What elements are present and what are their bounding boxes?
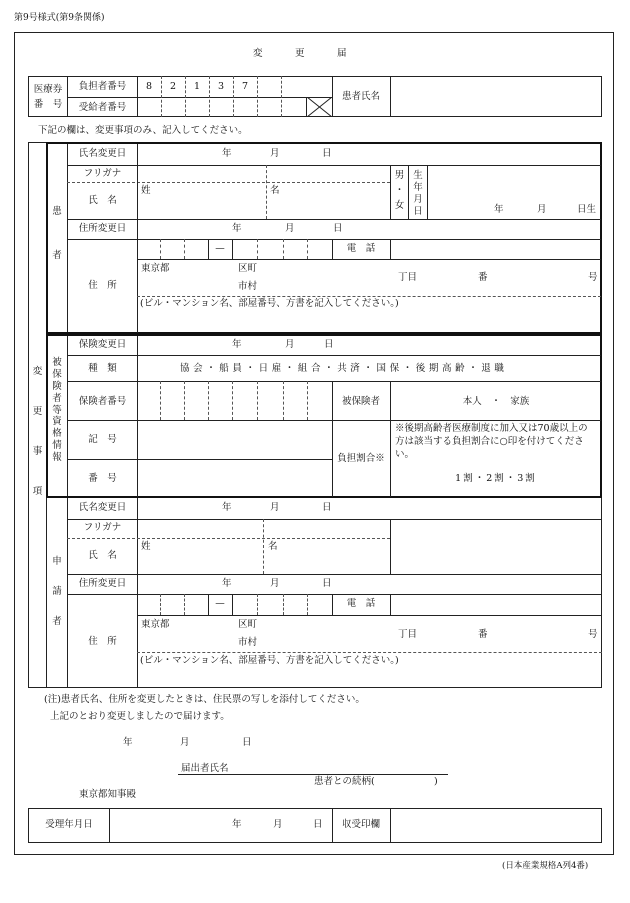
instruction-text: 下記の欄は、変更事項のみ、記入してください。 — [38, 125, 248, 136]
building-note: (ビル・マンション名、部屋番号、方書を記入してください。) — [140, 298, 399, 309]
date-day: 日 — [322, 578, 332, 589]
address-go: 号 — [588, 272, 598, 283]
cross-box-icon — [307, 97, 332, 117]
paper-standard: (日本産業規格A列4番) — [502, 861, 589, 871]
number-label: 番 号 — [88, 473, 117, 484]
submit-day: 日 — [242, 737, 252, 748]
patient-address-label: 住 所 — [88, 280, 117, 291]
date-year: 年 — [222, 578, 232, 589]
date-month: 月 — [270, 578, 280, 589]
patient-furigana-label: フリガナ — [83, 168, 122, 179]
address-prefecture: 東京都 — [141, 263, 170, 274]
patient-name-label: 氏 名 — [88, 195, 117, 206]
burden-digit[interactable]: 1 — [193, 81, 201, 92]
patient-phone-label: 電 話 — [346, 243, 376, 254]
insurance-kind-label: 種 類 — [88, 363, 117, 374]
date-year: 年 — [232, 819, 242, 830]
building-note: (ビル・マンション名、部屋番号、方書を記入してください。) — [140, 655, 399, 666]
birth-year: 年 — [494, 204, 504, 215]
date-month: 月 — [285, 339, 295, 350]
patient-name-change-date-label: 氏名変更日 — [78, 148, 127, 159]
date-month: 月 — [270, 148, 280, 159]
applicant-address-label: 住 所 — [88, 636, 117, 647]
date-day: 日 — [333, 223, 343, 234]
patient-address-change-date-label: 住所変更日 — [78, 223, 127, 234]
address-city: 市村 — [238, 637, 258, 648]
address-ward: 区町 — [238, 263, 258, 274]
date-year: 年 — [222, 502, 232, 513]
burden-digit[interactable]: 7 — [241, 81, 249, 92]
applicant-furigana-label: フリガナ — [83, 522, 122, 533]
section-label: 変 更 事 項 — [32, 366, 43, 497]
relation-label: 患者との続柄( — [314, 776, 375, 787]
date-day: 日 — [322, 148, 332, 159]
address-ward: 区町 — [238, 619, 258, 630]
insurance-change-date-label: 保険変更日 — [78, 339, 127, 350]
date-day: 日 — [322, 502, 332, 513]
form-label: 第9号様式(第9条関係) — [14, 13, 105, 23]
patient-given-label: 名 — [270, 185, 280, 196]
address-chome: 丁目 — [398, 272, 418, 283]
applicant-surname-label: 姓 — [141, 541, 151, 552]
postal-dash: — — [215, 243, 225, 254]
date-year: 年 — [232, 223, 242, 234]
patient-group-label: 患 者 — [52, 206, 62, 261]
date-month: 月 — [285, 223, 295, 234]
date-day: 日 — [324, 339, 334, 350]
insured-label: 被保険者 — [341, 396, 380, 407]
applicant-address-change-date-label: 住所変更日 — [78, 578, 127, 589]
date-year: 年 — [232, 339, 242, 350]
applicant-name-change-date-label: 氏名変更日 — [78, 502, 127, 513]
patient-phone-input[interactable] — [391, 240, 601, 258]
submit-year: 年 — [123, 737, 133, 748]
patient-sex[interactable]: 男 ・ 女 — [394, 170, 405, 211]
relation-close: ) — [434, 776, 438, 787]
date-year: 年 — [222, 148, 232, 159]
applicant-group-label: 申 請 者 — [52, 556, 62, 627]
address-chome: 丁目 — [398, 629, 418, 640]
address-city: 市村 — [238, 281, 258, 292]
burden-options[interactable]: 1割・2割・3割 — [455, 473, 537, 484]
address-go: 号 — [588, 629, 598, 640]
received-date-label: 受理年月日 — [45, 819, 93, 830]
submit-month: 月 — [180, 737, 190, 748]
recipient-number-label: 受給者番号 — [78, 102, 127, 113]
applicant-name-label: 氏 名 — [88, 550, 117, 561]
burden-digit[interactable]: 2 — [169, 81, 177, 92]
addressee: 東京都知事殿 — [79, 789, 137, 800]
insurance-group-label: 被 保 険 者 等 資 格 情 報 — [52, 357, 62, 463]
date-day: 日 — [313, 819, 323, 830]
insured-options[interactable]: 本人 ・ 家族 — [462, 396, 530, 407]
form-title: 変 更 届 — [253, 48, 348, 59]
applicant-phone-input[interactable] — [391, 595, 601, 614]
postal-dash: — — [215, 598, 225, 609]
burden-ratio-label: 負担割合※ — [337, 453, 385, 464]
submitter-label: 届出者氏名 — [181, 763, 229, 774]
applicant-phone-label: 電 話 — [346, 598, 376, 609]
date-month: 月 — [273, 819, 283, 830]
patient-name-label: 患者氏名 — [341, 91, 380, 102]
patient-name-input[interactable] — [391, 77, 601, 116]
patient-surname-label: 姓 — [141, 185, 151, 196]
address-ban: 番 — [478, 272, 488, 283]
attachment-note: (注)患者氏名、住所を変更したときは、住民票の写しを添付してください。 — [44, 694, 365, 705]
address-prefecture: 東京都 — [141, 619, 170, 630]
header-group-label-2: 番 号 — [33, 99, 63, 110]
applicant-given-label: 名 — [268, 541, 278, 552]
declaration: 上記のとおり変更しましたので届けます。 — [50, 711, 230, 722]
burden-digit[interactable]: 3 — [217, 81, 225, 92]
date-month: 月 — [270, 502, 280, 513]
stamp-label: 収受印欄 — [341, 819, 380, 830]
stamp-area[interactable] — [391, 809, 601, 842]
burden-note: ※後期高齢者医療制度に加入又は70歳以上の方は該当する負担割合に○印を付けてください。 — [395, 423, 588, 460]
burden-digit[interactable]: 8 — [145, 81, 153, 92]
birth-month: 月 — [537, 204, 547, 215]
address-ban: 番 — [478, 629, 488, 640]
patient-birth-label: 生 年 月 日 — [413, 170, 423, 217]
insurer-number-label: 保険者番号 — [78, 396, 127, 407]
insurance-kind-options[interactable]: 協会・船員・日雇・組合・共済・国保・後期高齢・退職 — [180, 363, 508, 374]
header-group-label-1: 医療券 — [33, 84, 63, 95]
symbol-label: 記 号 — [88, 434, 117, 445]
birth-day: 日生 — [577, 204, 597, 215]
burden-number-label: 負担者番号 — [78, 81, 127, 92]
